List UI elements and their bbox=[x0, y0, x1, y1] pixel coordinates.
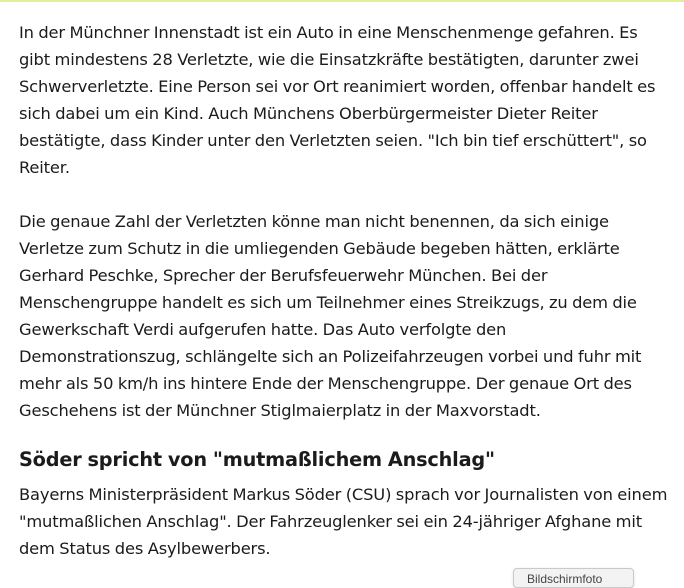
article-paragraph-3: Bayerns Ministerpräsident Markus Söder (CSU) sprach vor Journalisten von einem "mutmaßlichen Anschlag". Der Fahrzeuglenker sei ein 24-jähriger Afghane mit dem Status des Asylbewerbers. bbox=[19, 485, 668, 558]
top-accent-rule bbox=[0, 0, 684, 2]
article-paragraph-2: Die genaue Zahl der Verletzten könne man nicht benennen, da sich einige Verletze zum Schutz in die umliegenden Gebäude begeben hätten, erklärte Gerhard Peschke, Sprecher der Berufsfeuerwehr München. Bei der Menschengruppe handelt es sich um Teilnehmer eines Streikzugs, zu dem die Gewerkschaft Verdi aufgerufen hatte. Das Auto verfolgte den Demonstrationszug, schlängelte sich an Polizeifahrzeugen vorbei und fuhr mit mehr als 50 km/h ins hintere Ende der Menschengruppe. Der genaue Ort des Geschehens ist der Münchner Stiglmaierplatz in der Maxvorstadt. bbox=[19, 212, 642, 420]
article-subheading: Söder spricht von "mutmaßlichem Anschlag" bbox=[19, 448, 495, 471]
screenshot-tooltip: Bildschirmfoto bbox=[513, 568, 634, 588]
article-paragraph-1: In der Münchner Innenstadt ist ein Auto in eine Menschenmenge gefahren. Es gibt mindestens 28 Verletzte, wie die Einsatzkräfte bestätigten, darunter zwei Schwerverletzte. Eine Person sei vor Ort reanimiert worden, offenbar handelt es sich dabei um ein Kind. Auch Münchens Oberbürgermeister Dieter Reiter bestätigte, dass Kinder unter den Verletzten seien. "Ich bin tief erschüttert", so Reiter. bbox=[19, 23, 656, 177]
article-body bbox=[19, 19, 671, 562]
